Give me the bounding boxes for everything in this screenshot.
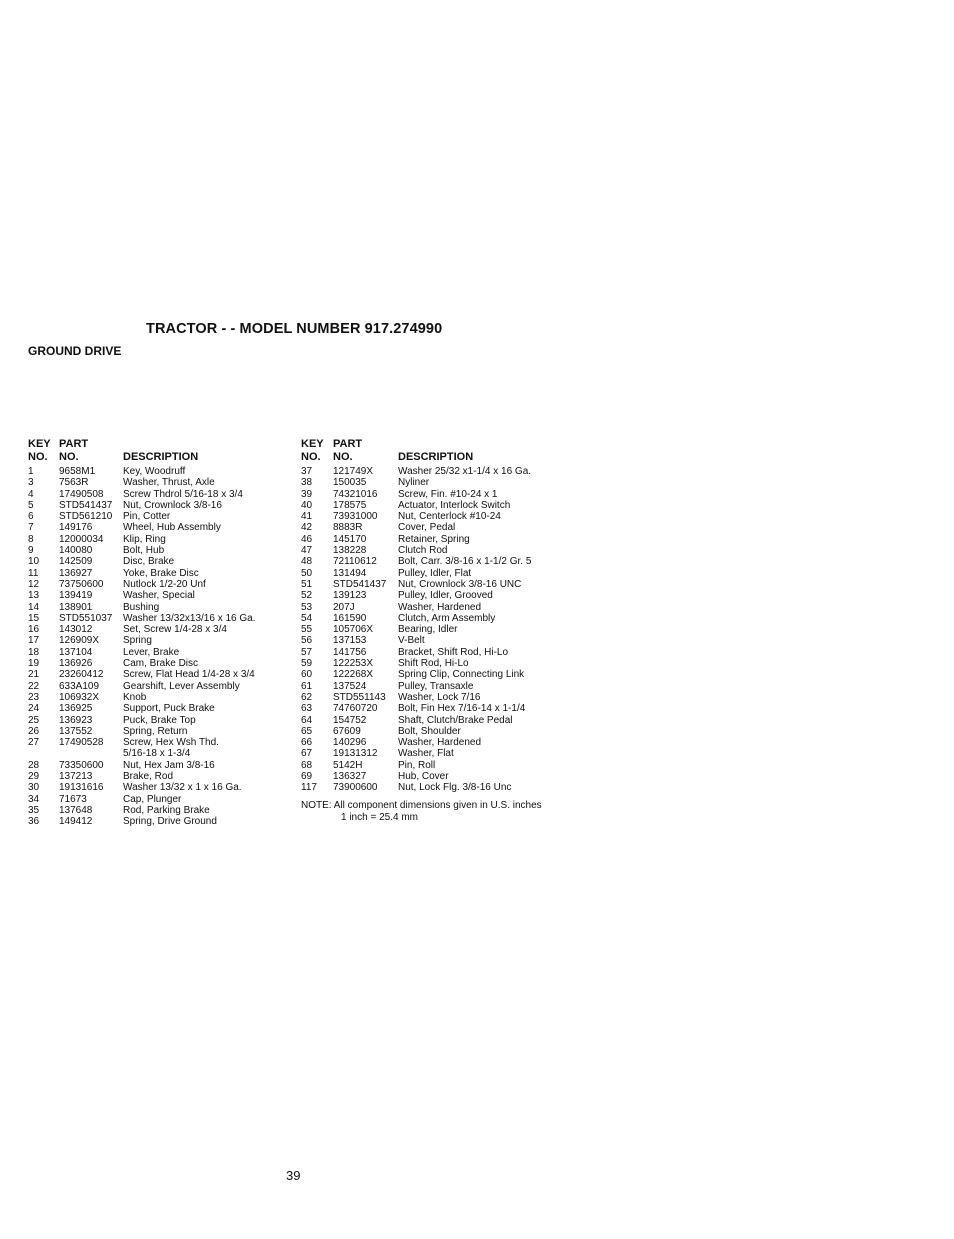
table-row: [301, 715, 542, 726]
description: Rod, Parking Brake: [123, 804, 210, 816]
description: Actuator, Interlock Switch: [398, 499, 511, 511]
key-no: 29: [28, 771, 40, 783]
part-no: 71673: [59, 793, 87, 805]
parts-list-right: [301, 466, 542, 794]
table-row: [301, 534, 542, 545]
description: V-Belt: [398, 635, 425, 647]
key-no: 50: [301, 567, 313, 579]
table-row: [301, 647, 542, 658]
part-no: 137104: [59, 646, 93, 658]
description: Nutlock 1/2-20 Unf: [123, 578, 206, 590]
part-no: 136927: [59, 567, 93, 579]
table-row: [301, 602, 542, 613]
part-no: 122253X: [333, 658, 374, 670]
key-no: 57: [301, 646, 313, 658]
parts-table-right: [301, 438, 542, 824]
key-no: 26: [28, 725, 40, 737]
description: Cap, Plunger: [123, 793, 182, 805]
key-no: 39: [301, 488, 313, 500]
description: Spring: [123, 635, 152, 647]
description: Pulley, Idler, Flat: [398, 567, 472, 579]
key-no: 23: [28, 691, 40, 703]
description: Nut, Centerlock #10-24: [398, 511, 501, 523]
description: Nut, Crownlock 3/8-16: [123, 499, 222, 511]
key-no: 53: [301, 601, 313, 613]
part-no: 141756: [333, 646, 367, 658]
key-no: 3: [28, 477, 34, 489]
description: Washer, Thrust, Axle: [123, 477, 215, 489]
key-no: 69: [301, 771, 313, 783]
part-no: 142509: [59, 556, 93, 568]
description: Bolt, Carr. 3/8-16 x 1-1/2 Gr. 5: [398, 556, 532, 568]
table-row: [301, 726, 542, 737]
part-no: STD561210: [59, 511, 113, 523]
key-no: 34: [28, 793, 40, 805]
description: Klip, Ring: [123, 533, 166, 545]
part-no: 74760720: [333, 703, 378, 715]
description: Bolt, Hub: [123, 545, 165, 557]
key-no: 61: [301, 680, 313, 692]
part-no: 137213: [59, 771, 93, 783]
part-no: 139419: [59, 590, 93, 602]
table-row: [301, 737, 542, 748]
key-no: 48: [301, 556, 313, 568]
key-header: KEY: [28, 438, 51, 450]
part-no-header: NO.: [59, 451, 79, 463]
key-header: KEY: [301, 438, 324, 450]
key-no: 24: [28, 703, 40, 715]
description: Washer 13/32 x 1 x 16 Ga.: [123, 782, 242, 794]
description: Washer, Hardened: [398, 737, 482, 749]
description: Washer, Hardened: [398, 601, 482, 613]
part-no: STD551143: [333, 691, 386, 703]
part-no: 19131312: [333, 748, 378, 760]
table-row: [301, 771, 542, 782]
key-no: 13: [28, 590, 40, 602]
note-line-1: NOTE: All component dimensions given in U.S. inches: [301, 799, 542, 811]
page-title: TRACTOR - - MODEL NUMBER 917.274990: [146, 321, 443, 337]
part-no-header: NO.: [333, 451, 353, 463]
part-no: 74321016: [333, 488, 378, 500]
part-no: 8883R: [333, 522, 363, 534]
description: Washer, Flat: [398, 748, 454, 760]
description: Key, Woodruff: [123, 466, 186, 477]
key-no: 59: [301, 658, 313, 670]
description: Clutch, Arm Assembly: [398, 612, 496, 624]
key-no: 47: [301, 545, 313, 557]
key-no: 10: [28, 556, 40, 568]
part-no: 17490528: [59, 737, 104, 749]
part-no: 105706X: [333, 624, 374, 636]
key-no: 46: [301, 533, 313, 545]
key-no: 63: [301, 703, 313, 715]
description: 5/16-18 x 1-3/4: [123, 748, 191, 760]
description: Knob: [123, 691, 147, 703]
part-no: STD551037: [59, 612, 113, 624]
part-no: 73350600: [59, 759, 104, 771]
description: Pulley, Idler, Grooved: [398, 590, 493, 602]
description: Wheel, Hub Assembly: [123, 522, 221, 534]
description: Washer, Special: [123, 590, 195, 602]
part-no: 131494: [333, 567, 367, 579]
table-row: [301, 681, 542, 692]
description: Puck, Brake Top: [123, 714, 196, 726]
description: Brake, Rod: [123, 771, 174, 783]
part-no: 122268X: [333, 669, 374, 681]
description: Nut, Crownlock 3/8-16 UNC: [398, 578, 522, 590]
description-header: DESCRIPTION: [398, 451, 474, 463]
section-title: GROUND DRIVE: [28, 344, 122, 358]
key-no: 68: [301, 759, 313, 771]
part-header: PART: [59, 438, 89, 450]
key-no: 54: [301, 612, 313, 624]
part-no: 178575: [333, 499, 367, 511]
part-no: 149412: [59, 816, 93, 828]
description: Screw, Flat Head 1/4-28 x 3/4: [123, 669, 255, 681]
part-no: 73750600: [59, 578, 104, 590]
description: Nut, Lock Flg. 3/8-16 Unc: [398, 782, 512, 794]
key-no: 22: [28, 680, 40, 692]
description: Nyliner: [398, 477, 430, 489]
part-no: 138901: [59, 601, 93, 613]
table-row: [301, 590, 542, 601]
key-no: 5: [28, 499, 34, 511]
part-no: 140296: [333, 737, 367, 749]
key-no: 60: [301, 669, 313, 681]
part-no: 121749X: [333, 466, 374, 477]
part-no: 136923: [59, 714, 93, 726]
key-no: 8: [28, 533, 34, 545]
key-no: 35: [28, 804, 40, 816]
description: Washer, Lock 7/16: [398, 691, 481, 703]
part-header: PART: [333, 438, 363, 450]
part-no: 19131616: [59, 782, 104, 794]
key-no: 67: [301, 748, 313, 760]
key-no: 117: [301, 782, 317, 794]
key-no: 18: [28, 646, 40, 658]
description: Yoke, Brake Disc: [123, 567, 199, 579]
part-no: 139123: [333, 590, 367, 602]
key-no: 42: [301, 522, 313, 534]
part-no: 137552: [59, 725, 93, 737]
description: Spring, Drive Ground: [123, 816, 217, 828]
table-row: [301, 613, 542, 624]
part-no: 17490508: [59, 488, 104, 500]
key-no: 52: [301, 590, 313, 602]
part-no: 149176: [59, 522, 93, 534]
key-no: 6: [28, 511, 34, 523]
description: Nut, Hex Jam 3/8-16: [123, 759, 215, 771]
part-no: 140080: [59, 545, 93, 557]
table-row: [301, 658, 542, 669]
description: Bushing: [123, 601, 160, 613]
table-row: [301, 624, 542, 635]
description: Screw Thdrol 5/16-18 x 3/4: [123, 488, 243, 500]
part-no: 136926: [59, 658, 93, 670]
description: Screw, Hex Wsh Thd.: [123, 737, 219, 749]
table-row: [301, 511, 542, 522]
description: Support, Puck Brake: [123, 703, 215, 715]
table-row: [301, 782, 542, 793]
key-no: 55: [301, 624, 313, 636]
key-no: 41: [301, 511, 313, 523]
key-no: 40: [301, 499, 313, 511]
part-no: 137153: [333, 635, 367, 647]
key-no: 17: [28, 635, 40, 647]
table-row: [301, 477, 542, 488]
table-header-right: [301, 438, 542, 466]
description: Retainer, Spring: [398, 533, 470, 545]
part-no: 73900600: [333, 782, 378, 794]
table-row: [301, 489, 542, 500]
table-row: [301, 556, 542, 567]
key-no: 9: [28, 545, 34, 557]
key-no: 36: [28, 816, 40, 828]
key-no: 64: [301, 714, 313, 726]
key-no: 7: [28, 522, 34, 534]
key-no: 56: [301, 635, 313, 647]
key-no: 4: [28, 488, 34, 500]
description: Pin, Roll: [398, 759, 436, 771]
key-no: 62: [301, 691, 313, 703]
table-row: [301, 692, 542, 703]
description: Bracket, Shift Rod, Hi-Lo: [398, 646, 509, 658]
description: Hub, Cover: [398, 771, 449, 783]
key-no: 12: [28, 578, 40, 590]
key-no: 30: [28, 782, 40, 794]
key-no: 66: [301, 737, 313, 749]
part-no: 5142H: [333, 759, 363, 771]
part-no: 633A109: [59, 680, 100, 692]
description: Bolt, Fin Hex 7/16-14 x 1-1/4: [398, 703, 526, 715]
description: Shaft, Clutch/Brake Pedal: [398, 714, 513, 726]
table-row: [301, 703, 542, 714]
part-no: 12000034: [59, 533, 104, 545]
description: Lever, Brake: [123, 646, 180, 658]
description: Spring Clip, Connecting Link: [398, 669, 525, 681]
table-row: [301, 545, 542, 556]
key-no: 37: [301, 466, 313, 477]
description: Clutch Rod: [398, 545, 448, 557]
part-no: 137648: [59, 804, 93, 816]
part-no: 137524: [333, 680, 367, 692]
part-no: 9658M1: [59, 466, 96, 477]
description: Bolt, Shoulder: [398, 725, 461, 737]
part-no: 126909X: [59, 635, 100, 647]
part-no: 154752: [333, 714, 367, 726]
key-no: 11: [28, 567, 39, 579]
key-no: 28: [28, 759, 40, 771]
description: Cover, Pedal: [398, 522, 456, 534]
part-no: 136327: [333, 771, 367, 783]
part-no: 150035: [333, 477, 367, 489]
part-no: 106932X: [59, 691, 100, 703]
description: Screw, Fin. #10-24 x 1: [398, 488, 498, 500]
description: Cam, Brake Disc: [123, 658, 199, 670]
table-row: [301, 466, 542, 477]
description: Pulley, Transaxle: [398, 680, 474, 692]
page-number: 39: [286, 1168, 301, 1183]
part-no: 207J: [333, 601, 355, 613]
table-row: [301, 760, 542, 771]
key-no: 19: [28, 658, 40, 670]
table-row: [301, 635, 542, 646]
description: Bearing, Idler: [398, 624, 458, 636]
table-row: [301, 748, 542, 759]
part-no: 23260412: [59, 669, 104, 681]
part-no: 72110612: [333, 556, 377, 568]
part-no: STD541437: [333, 578, 387, 590]
part-no: 143012: [59, 624, 93, 636]
key-no: 27: [28, 737, 40, 749]
part-no: 7563R: [59, 477, 89, 489]
description: Pin, Cotter: [123, 511, 171, 523]
key-no: 15: [28, 612, 40, 624]
note-line-2: 1 inch = 25.4 mm: [341, 811, 418, 823]
key-no: 25: [28, 714, 40, 726]
description: Washer 25/32 x1-1/4 x 16 Ga.: [398, 466, 532, 477]
part-no: 136925: [59, 703, 93, 715]
key-no: 14: [28, 601, 40, 613]
table-row: [301, 568, 542, 579]
part-no: 138228: [333, 545, 367, 557]
part-no: 145170: [333, 533, 367, 545]
dimension-note: [301, 800, 542, 824]
description: Disc, Brake: [123, 556, 175, 568]
table-row: [301, 522, 542, 533]
key-no-header: NO.: [301, 451, 321, 463]
key-no: 16: [28, 624, 40, 636]
table-row: [301, 500, 542, 511]
key-no: 21: [28, 669, 40, 681]
key-no: 65: [301, 725, 313, 737]
part-no: 161590: [333, 612, 367, 624]
description: Washer 13/32x13/16 x 16 Ga.: [123, 612, 256, 624]
key-no: 38: [301, 477, 313, 489]
table-row: [301, 669, 542, 680]
description: Gearshift, Lever Assembly: [123, 680, 240, 692]
key-no: 51: [301, 578, 313, 590]
description: Shift Rod, Hi-Lo: [398, 658, 469, 670]
description: Set, Screw 1/4-28 x 3/4: [123, 624, 227, 636]
description-header: DESCRIPTION: [123, 451, 199, 463]
part-no: 67609: [333, 725, 361, 737]
key-no: 1: [28, 466, 34, 477]
part-no: STD541437: [59, 499, 113, 511]
description: Spring, Return: [123, 725, 188, 737]
table-row: [301, 579, 542, 590]
part-no: 73931000: [333, 511, 378, 523]
key-no-header: NO.: [28, 451, 48, 463]
